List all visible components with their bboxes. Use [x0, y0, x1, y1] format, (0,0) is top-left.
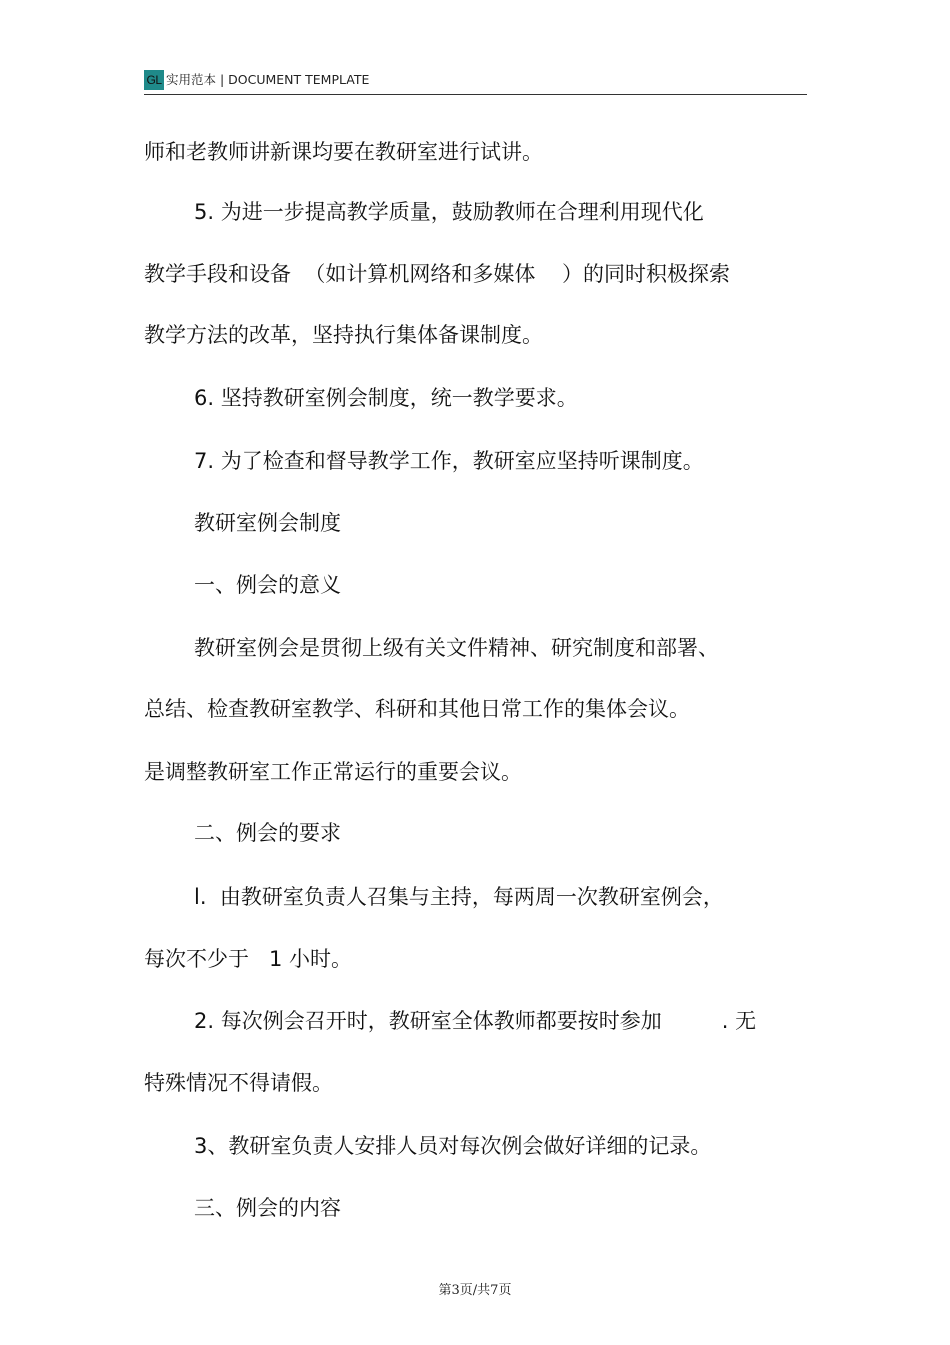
header-title: 实用范本 | DOCUMENT TEMPLATE — [166, 72, 370, 87]
gl-logo: GL — [144, 70, 164, 90]
body-line: 6. 坚持教研室例会制度，统一教学要求。 — [194, 386, 578, 410]
body-line: 教学手段和设备 （如计算机网络和多媒体 ）的同时积极探索 — [144, 262, 731, 286]
page-number: 第3页/共7页 — [438, 1283, 512, 1298]
body-line: 教学方法的改革，坚持执行集体备课制度。 — [144, 323, 543, 347]
body-line: 7. 为了检查和督导教学工作，教研室应坚持听课制度。 — [194, 449, 704, 473]
document-header — [144, 70, 807, 95]
section-heading: 三、例会的内容 — [194, 1196, 341, 1220]
body-line: 师和老教师讲新课均要在教研室进行试讲。 — [144, 140, 543, 164]
body-line: l. 由教研室负责人召集与主持，每两周一次教研室例会， — [194, 885, 724, 909]
body-line: 每次不少于 1 小时。 — [144, 947, 353, 971]
body-line: 特殊情况不得请假。 — [144, 1071, 333, 1095]
section-heading: 二、例会的要求 — [194, 821, 341, 845]
section-heading: 教研室例会制度 — [194, 511, 341, 535]
body-line: 总结、检查教研室教学、科研和其他日常工作的集体会议。 — [144, 697, 690, 721]
body-line: 2. 每次例会召开时，教研室全体教师都要按时参加 . 无 — [194, 1009, 757, 1033]
body-line: 教研室例会是贯彻上级有关文件精神、研究制度和部署、 — [194, 636, 719, 660]
body-line: 3、教研室负责人安排人员对每次例会做好详细的记录。 — [194, 1134, 712, 1158]
section-heading: 一、例会的意义 — [194, 573, 341, 597]
body-line: 5. 为进一步提高教学质量，鼓励教师在合理利用现代化 — [194, 200, 704, 224]
body-line: 是调整教研室工作正常运行的重要会议。 — [144, 760, 522, 784]
